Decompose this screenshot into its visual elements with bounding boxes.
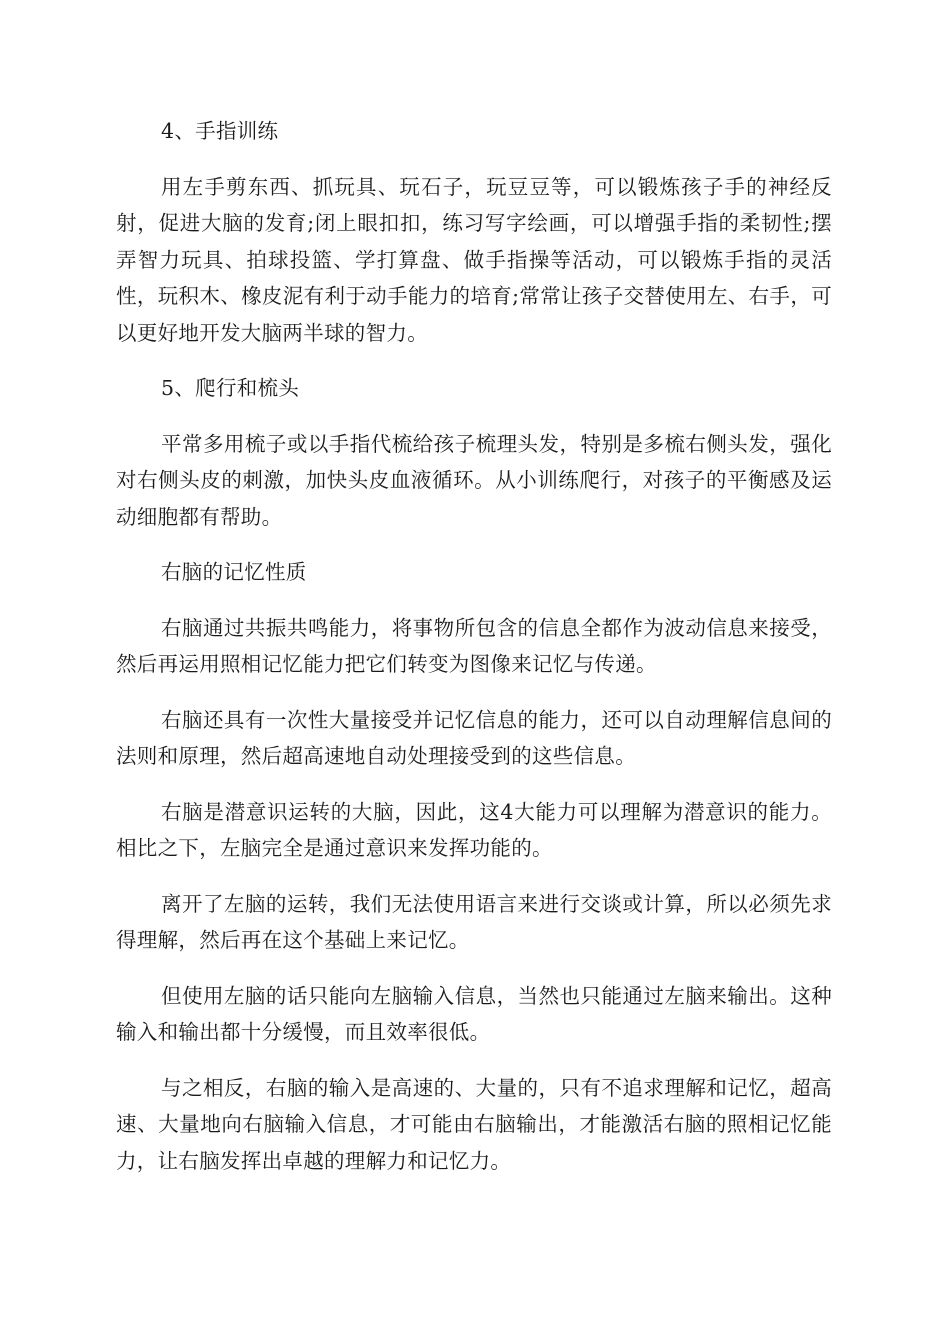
paragraph-one-time-memory: 右脑还具有一次性大量接受并记忆信息的能力，还可以自动理解信息间的法则和原理，然后超高速地自动处理接受到的这些信息。 — [116, 707, 832, 768]
paragraph-subconscious: 右脑是潜意识运转的大脑，因此，这4大能力可以理解为潜意识的能力。相比之下，左脑完全是通过意识来发挥功能的。 — [116, 799, 832, 860]
section-heading-right-brain-memory: 右脑的记忆性质 — [161, 560, 307, 584]
paragraph-crawling-combing: 平常多用梳子或以手指代梳给孩子梳理头发，特别是多梳右侧头发，强化对右侧头皮的刺激，加快头皮血液循环。从小训练爬行，对孩子的平衡感及运动细胞都有帮助。 — [116, 431, 832, 529]
paragraph-left-brain-io: 但使用左脑的话只能向左脑输入信息，当然也只能通过左脑来输出。这种输入和输出都十分缓慢，而且效率很低。 — [116, 983, 832, 1044]
section-heading-finger-training: 4、手指训练 — [161, 119, 279, 143]
document-body — [116, 113, 832, 1198]
paragraph-left-brain-operation: 离开了左脑的运转，我们无法使用语言来进行交谈或计算，所以必须先求得理解，然后再在这个基础上来记忆。 — [116, 891, 832, 952]
paragraph-resonance: 右脑通过共振共鸣能力，将事物所包含的信息全都作为波动信息来接受，然后再运用照相记忆能力把它们转变为图像来记忆与传递。 — [116, 615, 832, 676]
section-heading-crawling-combing: 5、爬行和梳头 — [161, 376, 300, 400]
paragraph-right-brain-input: 与之相反，右脑的输入是高速的、大量的，只有不追求理解和记忆，超高速、大量地向右脑输入信息，才可能由右脑输出，才能激活右脑的照相记忆能力，让右脑发挥出卓越的理解力和记忆力。 — [116, 1075, 832, 1173]
paragraph-finger-training: 用左手剪东西、抓玩具、玩石子，玩豆豆等，可以锻炼孩子手的神经反射，促进大脑的发育;闭上眼扣扣，练习写字绘画，可以增强手指的柔韧性;摆弄智力玩具、拍球投篮、学打算盘、做手指操等活动，可以锻炼手指的灵活性，玩积木、橡皮泥有利于动手能力的培育;常常让孩子交替使用左、右手，可以更好地开发大脑两半球的智力。 — [116, 174, 832, 345]
